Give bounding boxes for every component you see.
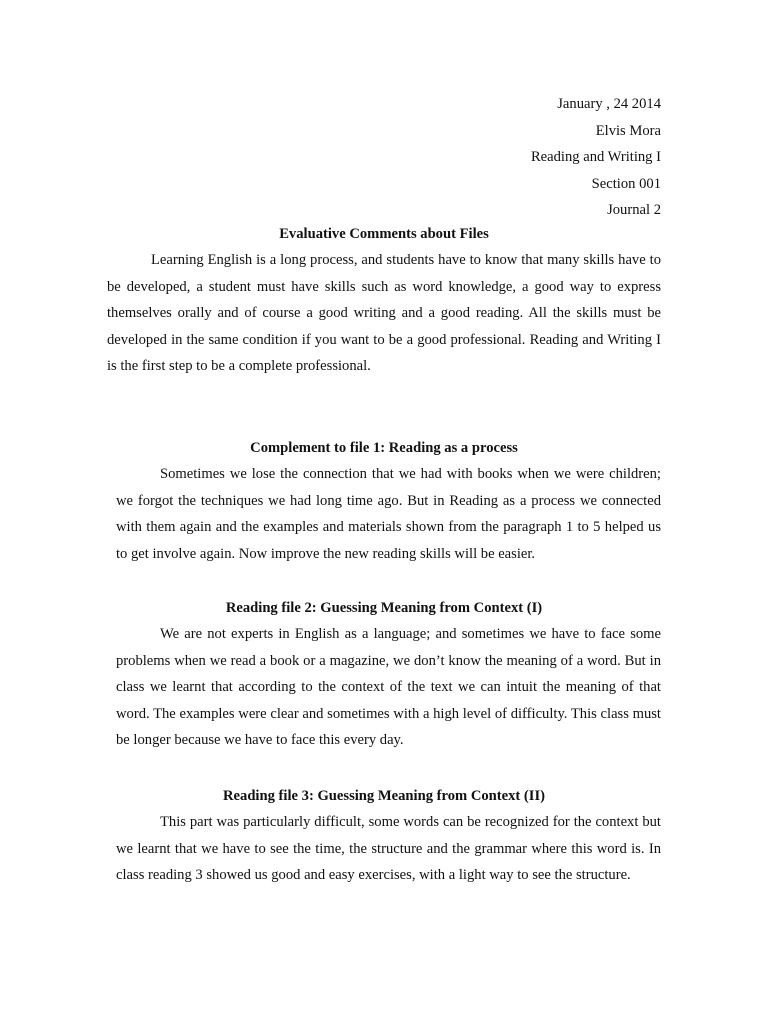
intro-text: Learning English is a long process, and students have to know that many skills have to be developed, a student must have skills such as word knowledge, a good way to express themselves orally and of course a good writing and a good reading. All the skills must be developed in the same condition if you want to be a good professional. Reading and Writing I is the first step to be a complete professional. — [107, 252, 661, 375]
section-text-1: Sometimes we lose the connection that we had with books when we were children; we forgot the techniques we had long time ago. But in Reading as a process we connected with them again and the examples and materials shown from the paragraph 1 to 5 helped us to get involve again. Now improve the new reading skills will be easier. — [116, 466, 661, 562]
course-line: Reading and Writing I — [530, 149, 661, 166]
section-paragraph-3 — [116, 809, 661, 889]
section-paragraph-1 — [116, 461, 661, 567]
section-heading-3: Reading file 3: Guessing Meaning from Context (II) — [223, 788, 545, 804]
document-header — [531, 91, 661, 224]
journal-line: Journal 2 — [607, 202, 661, 219]
author-line: Elvis Mora — [595, 122, 661, 139]
section-text-2: We are not experts in English as a language; and sometimes we have to face some problems when we read a book or a magazine, we don’t know the meaning of a word. But in class we learnt that according to the context of the text we can intuit the meaning of that word. The examples were clear and sometimes with a high level of difficulty. This class must be longer because we have to face this every day. — [116, 626, 661, 749]
intro-paragraph — [107, 247, 661, 380]
section-paragraph-2 — [116, 621, 661, 754]
section-line: Section 001 — [591, 175, 661, 192]
section-heading-1: Complement to file 1: Reading as a process — [250, 440, 518, 456]
section-heading-2: Reading file 2: Guessing Meaning from Context (I) — [225, 600, 543, 616]
date-line: January , 24 2014 — [557, 96, 661, 112]
section-text-3: This part was particularly difficult, some words can be recognized for the context but we learnt that we have to see the time, the structure and the grammar where this word is. In class reading 3 showed us good and easy exercises, with a light way to see the structure. — [116, 814, 661, 884]
document-title: Evaluative Comments about Files — [279, 226, 489, 242]
